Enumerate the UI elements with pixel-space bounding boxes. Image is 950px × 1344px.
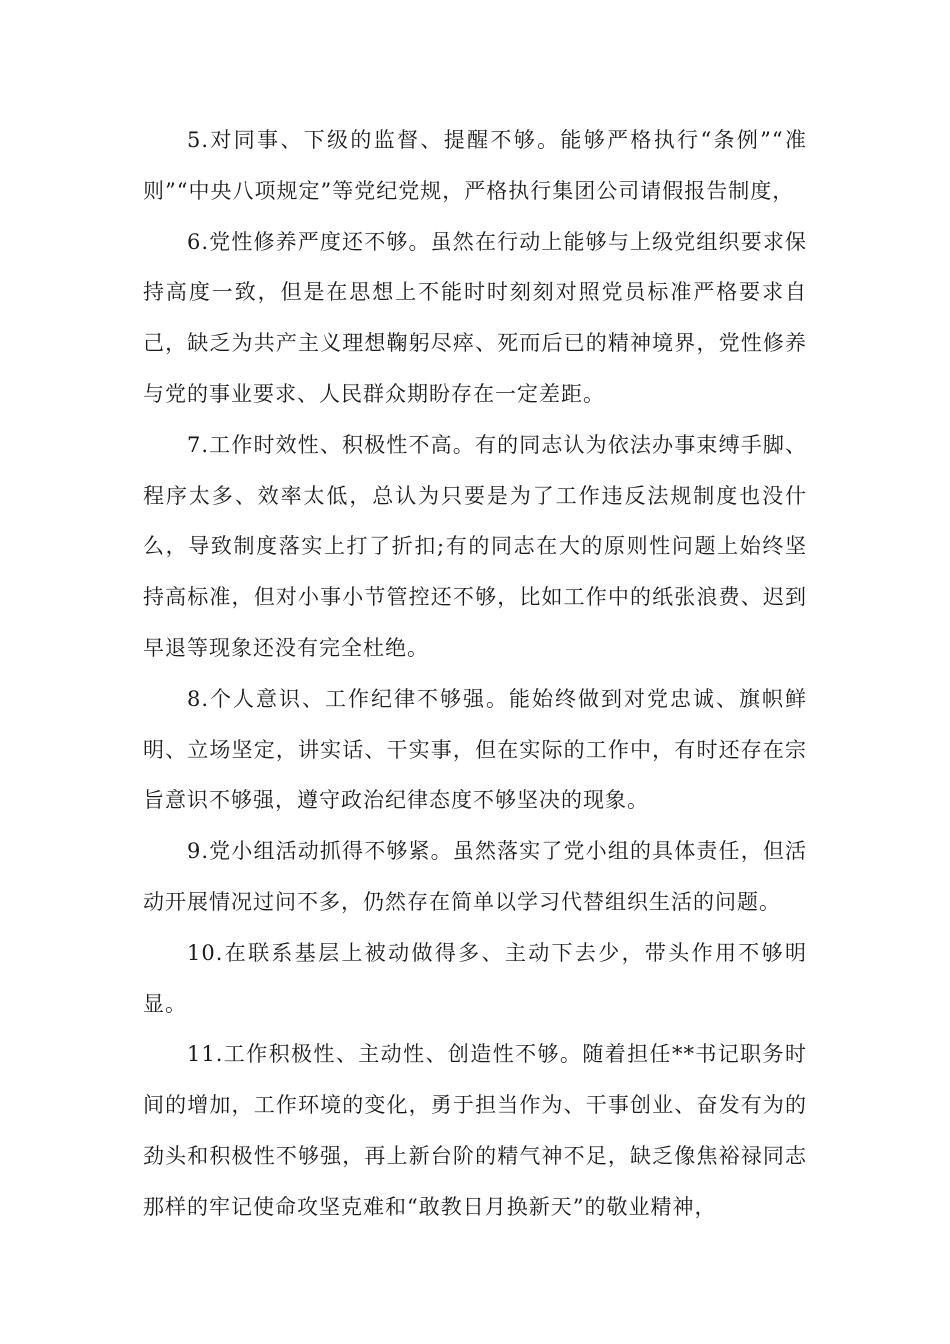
paragraph-item-7: 7.工作时效性、积极性不高。有的同志认为依法办事束缚手脚、程序太多、效率太低，总认为只要是为了工作违反法规制度也没什么，导致制度落实上打了折扣;有的同志在大的原则性问题上始终坚持高标准，但对小事小节管控还不够，比如工作中的纸张浪费、迟到早退等现象还没有完全杜绝。	[143, 432, 807, 660]
document-body	[143, 115, 807, 1233]
paragraph-item-11: 11.工作积极性、主动性、创造性不够。随着担任**书记职务时间的增加，工作环境的变化，勇于担当作为、干事创业、奋发有为的劲头和积极性不够强，再上新台阶的精气神不足，缺乏像焦裕禄同志那样的牢记使命攻坚克难和“敢教日月换新天”的敬业精神，	[143, 1042, 807, 1219]
paragraph-item-10: 10.在联系基层上被动做得多、主动下去少，带头作用不够明显。	[143, 940, 807, 1016]
paragraph-item-9: 9.党小组活动抓得不够紧。虽然落实了党小组的具体责任，但活动开展情况过问不多，仍然存在简单以学习代替组织生活的问题。	[143, 839, 807, 914]
paragraph-item-6: 6.党性修养严度还不够。虽然在行动上能够与上级党组织要求保持高度一致，但是在思想上不能时时刻刻对照党员标准严格要求自己，缺乏为共产主义理想鞠躬尽瘁、死而后已的精神境界，党性修养与党的事业要求、人民群众期盼存在一定差距。	[143, 229, 807, 406]
paragraph-item-8: 8.个人意识、工作纪律不够强。能始终做到对党忠诚、旗帜鲜明、立场坚定，讲实话、干实事，但在实际的工作中，有时还存在宗旨意识不够强，遵守政治纪律态度不够坚决的现象。	[143, 686, 807, 813]
paragraph-item-5: 5.对同事、下级的监督、提醒不够。能够严格执行“条例”“准则”“中央八项规定”等党纪党规，严格执行集团公司请假报告制度，	[143, 128, 807, 203]
